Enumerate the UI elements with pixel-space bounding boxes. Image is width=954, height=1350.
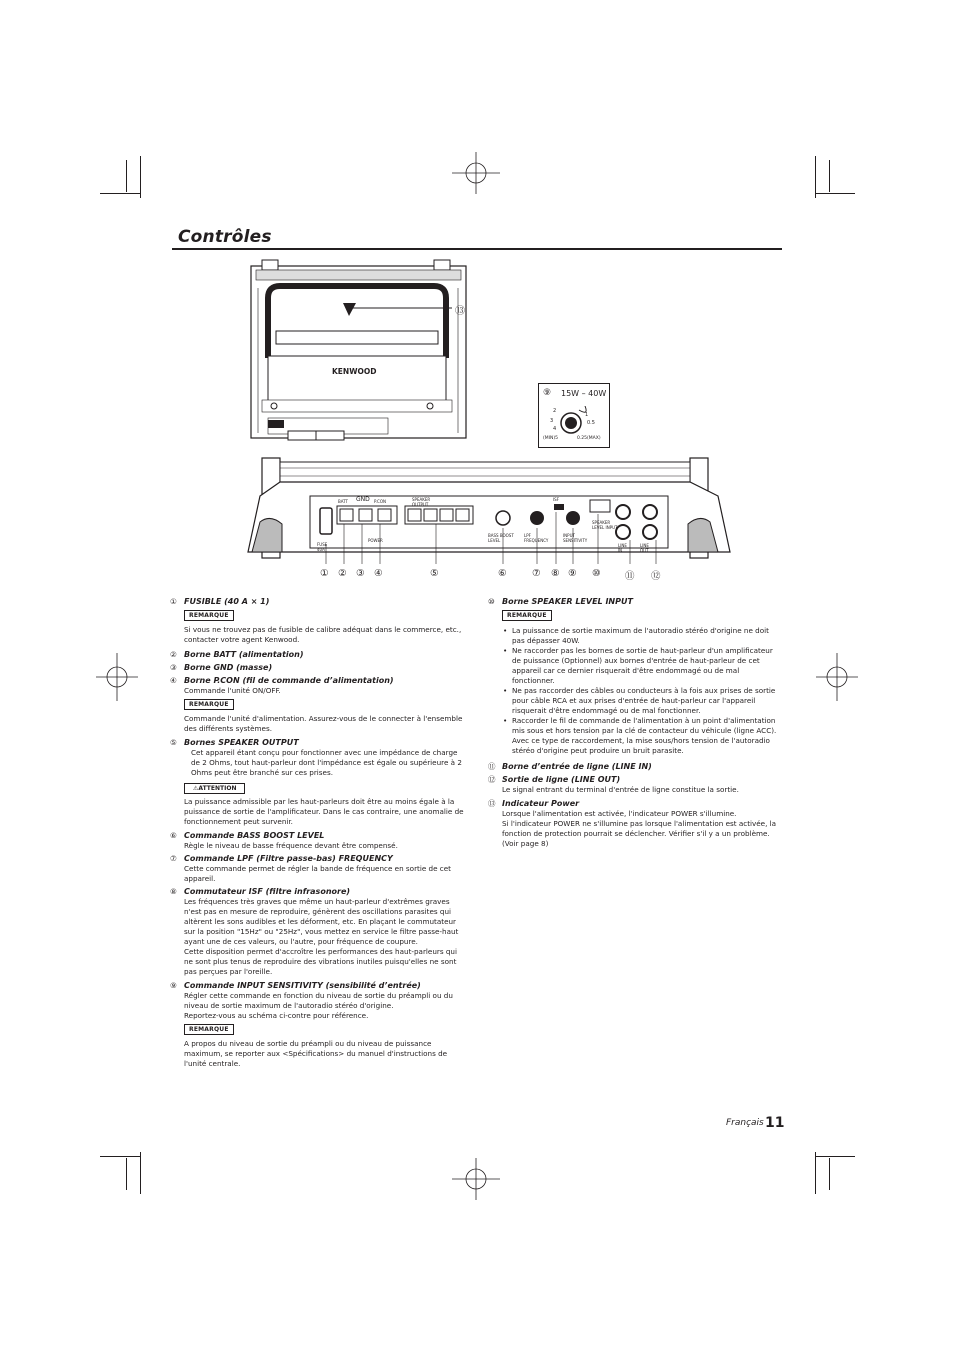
callout-13: ⑬ [455,306,465,317]
left-column [170,594,466,1069]
section-power-indicator-heading: ⑬ Indicateur Power [488,799,580,808]
registration-mark-bottom [452,1158,500,1200]
section-fuse-heading: ① FUSIBLE (40 A × 1) [170,597,270,606]
amplifier-top-view [248,258,478,448]
power-indicator-text: Lorsque l'alimentation est activée, l'indicateur POWER s'illumine. [502,809,737,818]
remark-label: REMARQUE [184,1024,234,1035]
speaker-output-text: Cet appareil étant conçu pour fonctionner avec une impédance de charge de 2 Ohms, tout haut-parleur dont l'impédance est égale ou supérieure à 2 Ohms peut être branché sur ces prises. [191,748,462,777]
registration-mark-left [96,653,138,701]
remark-label: REMARQUE [502,610,552,621]
list-item: • Raccorder le fil de commande de l'alimentation à un point d'alimentation mis sous et hors tension par la clé de contacteur du véhicule (ligne ACC). Avec ce type de raccordement, la mise sous/hors tension de l'autoradio stéréo d'origine peut produire un bruit parasite. [512,716,783,756]
section-sensitivity-heading: ⑨ Commande INPUT SENSITIVITY (sensibilité d’entrée) [170,981,421,990]
line-out-text: Le signal entrant du terminal d'entrée de ligne constitue la sortie. [502,785,739,794]
sensitivity-note-text: A propos du niveau de sortie du préampli ou du niveau de puissance maximum, se reporter aux <Spécifications> du manuel d'instructions de l'unité centrale. [184,1039,448,1068]
section-batt-heading: ② Borne BATT (alimentation) [170,650,304,659]
section-lpf-heading: ⑦ Commande LPF (Filtre passe-bas) FREQUENCY [170,854,393,863]
power-indicator-text-2: Si l'indicateur POWER ne s'illumine pas lorsque l'alimentation est activée, la fonction de protection pourrait se déclencher. Vérifier s'il y a un problème. (Voir page 8) [502,819,777,848]
section-line-in-heading: ⑪ Borne d’entrée de ligne (LINE IN) [488,762,652,771]
sensitivity-inset: ⑨ 15W – 40W 2 3 4 1 0.5 (MIN)5 0.25(MAX) [538,383,610,448]
section-pcon-heading: ④ Borne P.CON (fil de commande d’alimentation) [170,676,394,685]
remark-label: REMARQUE [184,610,234,621]
list-item: • La puissance de sortie maximum de l'autoradio stéréo d'origine ne doit pas dépasser 40W. [512,626,783,646]
footer-language: Français [726,1118,764,1128]
title-rule [172,248,782,250]
sensitivity-text-2: Reportez-vous au schéma ci-contre pour référence. [184,1011,369,1020]
registration-mark-right [816,653,858,701]
remark-label: REMARQUE [184,699,234,710]
warning-triangle-icon: ⚠ [193,785,199,792]
amplifier-front-panel [240,456,736,566]
page-title: Contrôles [178,227,272,247]
section-bass-boost-heading: ⑥ Commande BASS BOOST LEVEL [170,831,325,840]
list-item: • Ne pas raccorder des câbles ou conducteurs à la fois aux prises de sortie pour câble RCA et aux prises d'entrée de haut-parleur car l'appareil risquerait d'être endommagé ou de mal fonctionner. [512,686,783,716]
section-gnd-heading: ③ Borne GND (masse) [170,663,273,672]
fuse-text: Si vous ne trouvez pas de fusible de calibre adéquat dans le commerce, etc., contacter votre agent Kenwood. [184,625,462,644]
brand-logo: KENWOOD [332,367,377,376]
speaker-output-warning-text: La puissance admissible par les haut-parleurs doit être au moins égale à la puissance de sortie de l'amplificateur. Dans le cas contraire, une anomalie de fonctionnement peut survenir. [184,797,464,826]
sensitivity-text: Régler cette commande en fonction du niveau de sortie du préampli ou du niveau de sortie maximum de l'autoradio stéréo d'origine. [184,991,453,1010]
section-speaker-output-heading: ⑤ Bornes SPEAKER OUTPUT [170,738,299,747]
section-speaker-level-heading: ⑩ Borne SPEAKER LEVEL INPUT [488,597,633,606]
bass-boost-text: Règle le niveau de basse fréquence devant être compensé. [184,841,398,850]
speaker-level-list [488,626,783,756]
list-item: • Ne raccorder pas les bornes de sortie de haut-parleur d'un amplificateur de puissance (Optionnel) aux bornes d'entrée de haut-parleur de cet appareil car ce dernier risquerait d'être endommagé ou de mal fonctionner. [512,646,783,686]
pcon-text: Commande l'unité ON/OFF. [184,686,281,695]
lpf-text: Cette commande permet de régler la bande de fréquence en sortie de cet appareil. [184,864,452,883]
page-number: 11 [765,1115,785,1131]
isf-text: Les fréquences très graves que même un haut-parleur d'extrêmes graves n'est pas en mesure de reproduire, génèrent des oscillations parasites qui altèrent les sons audibles et les déforment, etc. En plaçant le commutateur sur la position "15Hz" ou "25Hz", vous mettez en service le filtre passe-haut ayant une de ces valeurs, ou l'autre, pour fréquence de coupure. [184,897,459,946]
warning-label: ⚠ATTENTION [184,783,245,794]
section-line-out-heading: ⑫ Sortie de ligne (LINE OUT) [488,775,621,784]
section-isf-heading: ⑧ Commutateur ISF (filtre infrasonore) [170,887,351,896]
isf-text-2: Cette disposition permet d'accroître les performances des haut-parleurs qui ne sont plus tenus de reproduire des vibrations inutiles puisqu'elles ne sont pas perçues par l'oreille. [184,947,457,976]
pcon-note-text: Commande l'unité d'alimentation. Assurez-vous de le connecter à l'ensemble des différents systèmes. [184,714,463,733]
registration-mark-top [452,152,500,194]
right-column [488,594,783,849]
